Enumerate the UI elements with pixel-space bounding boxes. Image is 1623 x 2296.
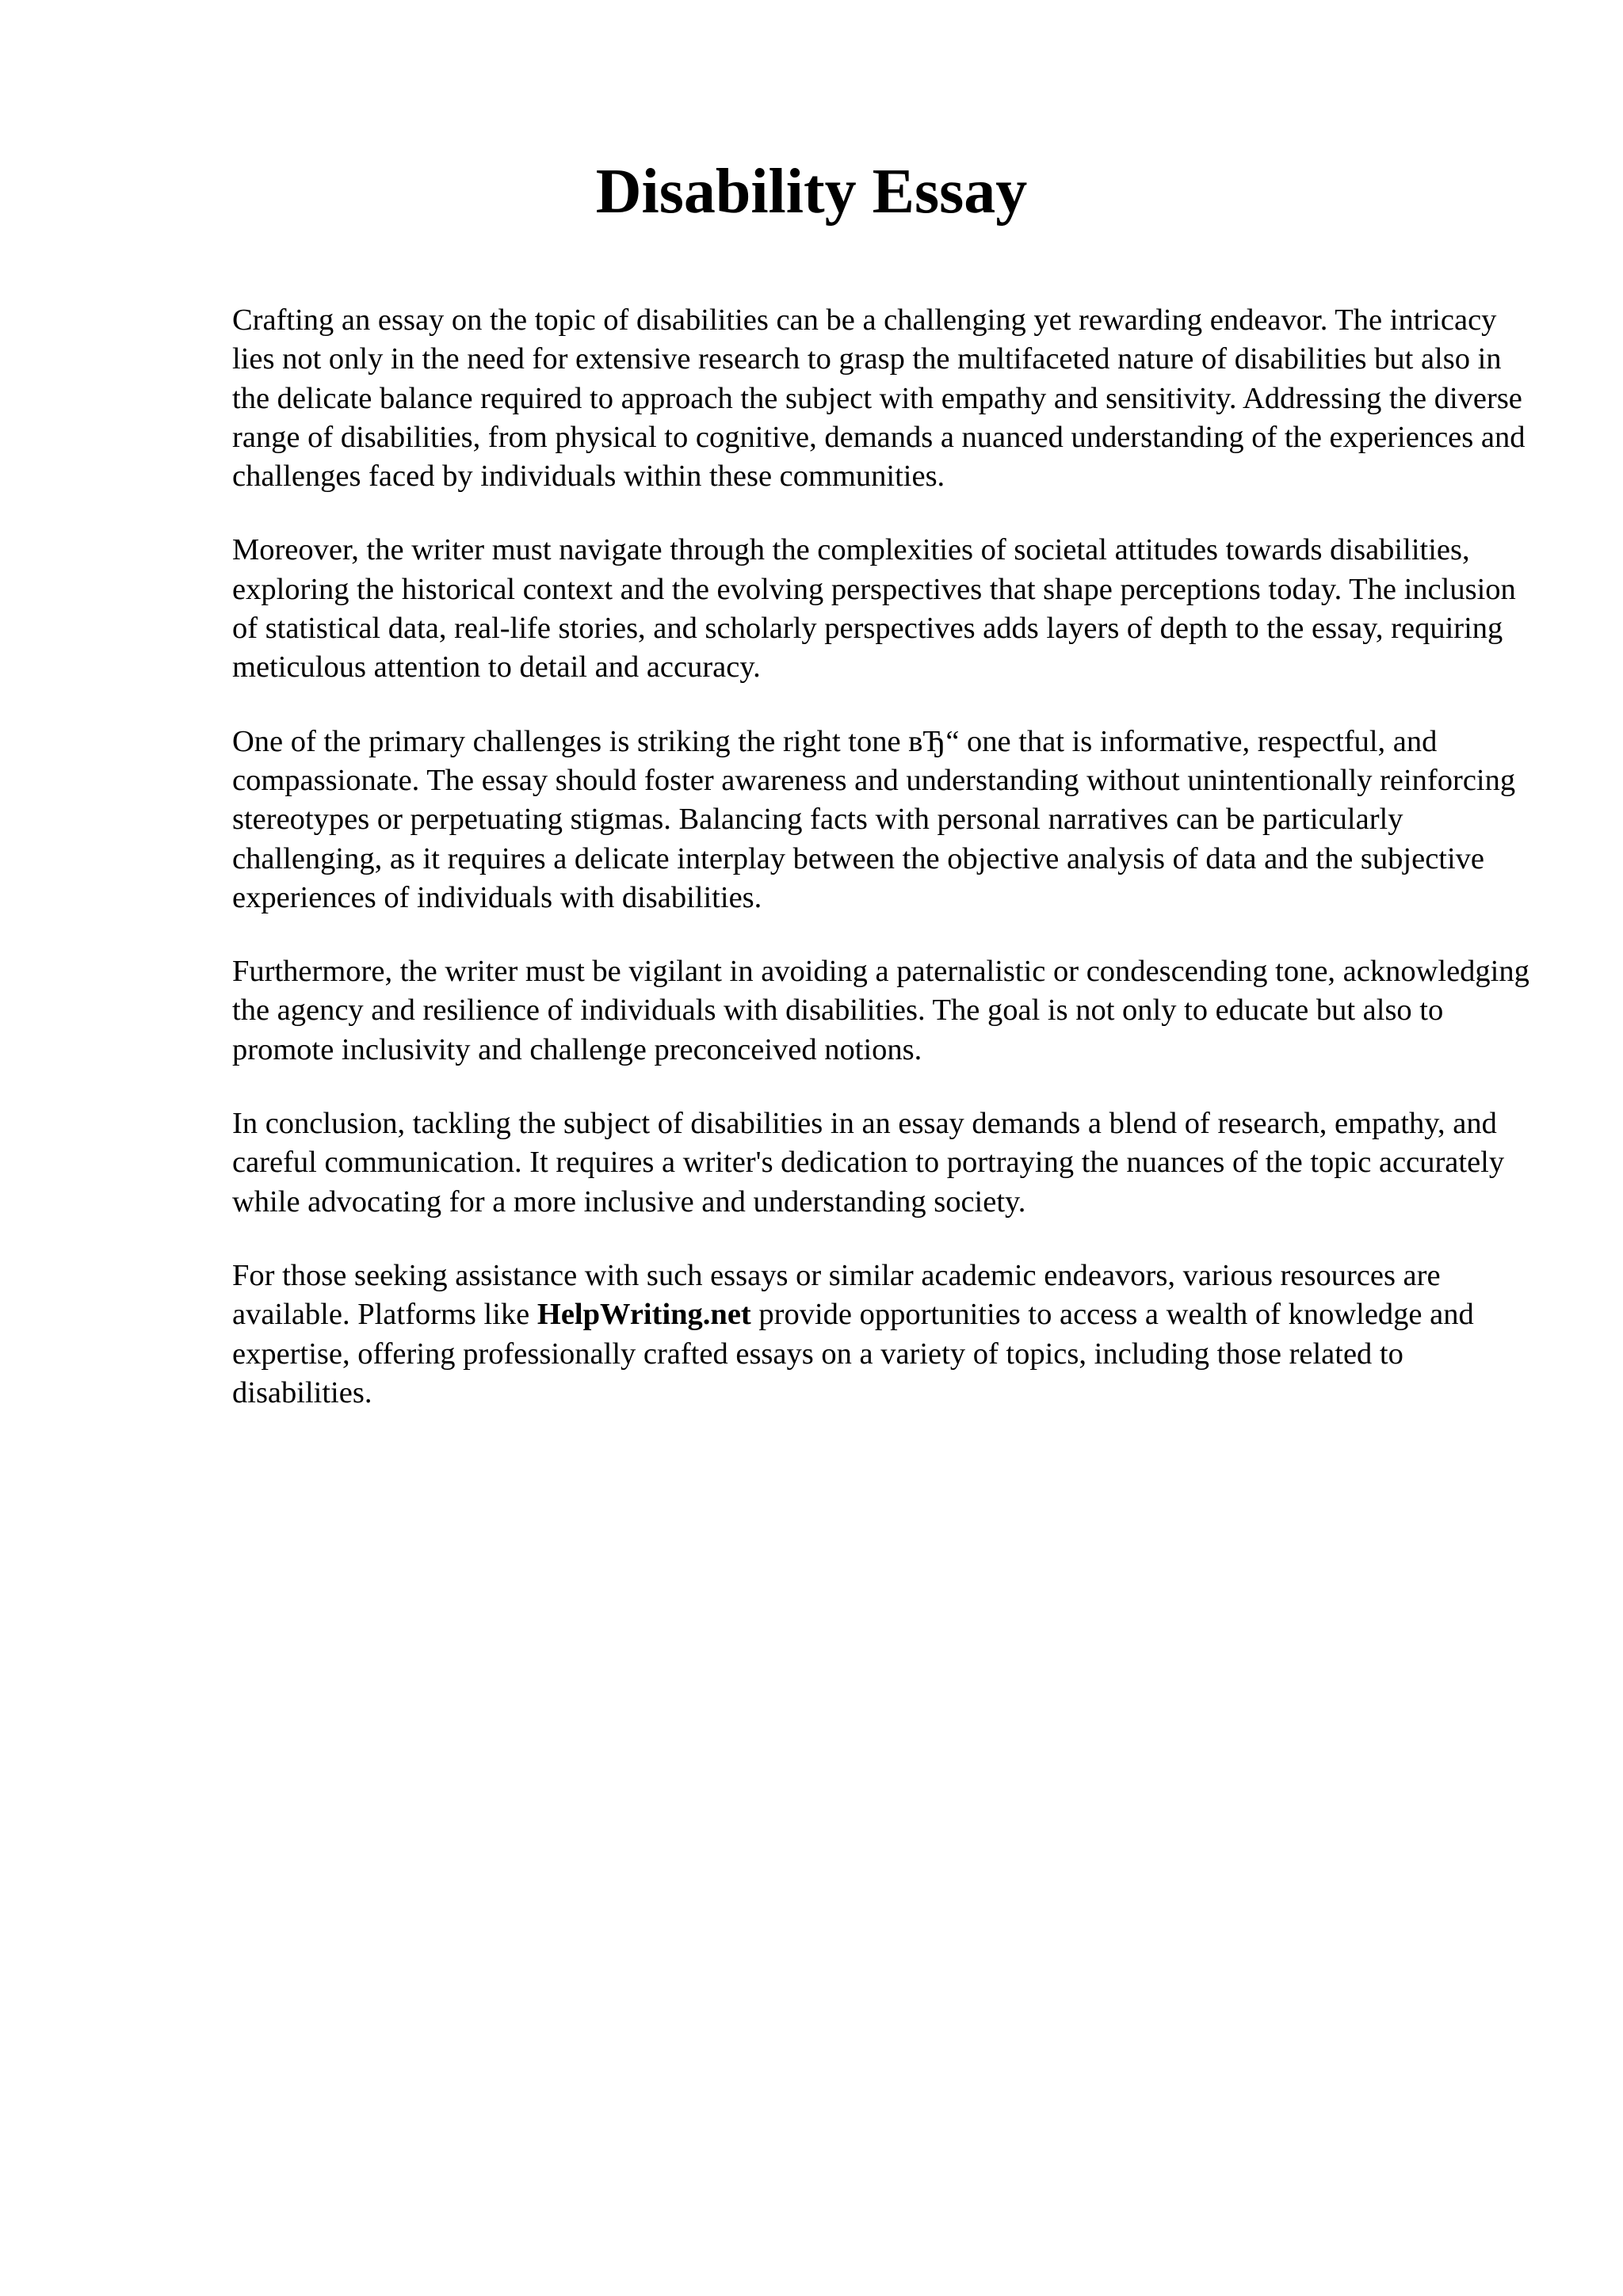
- paragraph-societal-attitudes: Moreover, the writer must navigate through the complexities of societal attitudes towards disabilities, exploring the historical context and the evolving perspectives that shape perceptions today. The inclusion of statistical data, real-life stories, and scholarly perspectives adds layers of depth to the essay, requiring meticulous attention to detail and accuracy.: [232, 533, 1516, 685]
- paragraph-intro: Crafting an essay on the topic of disabilities can be a challenging yet rewarding endeavor. The intricacy lies not only in the need for extensive research to grasp the multifaceted nature of disabilities but also in the delicate balance required to approach the subject with empathy and sensitivity. Addressing the diverse range of disabilities, from physical to cognitive, demands a nuanced understanding of the experiences and challenges faced by individuals within these communities.: [232, 303, 1526, 494]
- paragraph-resources-tail: provide opportunities to access a wealth of knowledge and expertise, offering professionally crafted essays on a variety of topics, including those related to disabilities.: [232, 1298, 1474, 1409]
- paragraph-tone-challenges: One of the primary challenges is striking the right tone вЂ“ one that is informative, respectful, and compassionate. The essay should foster awareness and understanding without unintentionally reinforcing stereotypes or perpetuating stigmas. Balancing facts with personal narratives can be particularly challenging, as it requires a delicate interplay between the objective analysis of data and the subjective experiences of individuals with disabilities.: [232, 724, 1516, 914]
- paragraph-resources: [232, 1257, 1532, 1413]
- paragraph-conclusion: In conclusion, tackling the subject of disabilities in an essay demands a blend of research, empathy, and careful communication. It requires a writer's dedication to portraying the nuances of the topic accurately while advocating for a more inclusive and understanding society.: [232, 1107, 1505, 1219]
- brand-link-helpwriting[interactable]: HelpWriting.net: [537, 1298, 751, 1332]
- paragraph-avoiding-paternalism: Furthermore, the writer must be vigilant in avoiding a paternalistic or condescending tone, acknowledging the agency and resilience of individuals with disabilities. The goal is not only to educate but also to promote inclusivity and challenge preconceived notions.: [232, 955, 1529, 1066]
- document-body: [232, 301, 1532, 1447]
- paragraph-resources-lead: For those seeking assistance with such essays or similar academic endeavors, various resources are available. Platforms like: [232, 1258, 1441, 1332]
- document-title: Disability Essay: [595, 157, 1028, 227]
